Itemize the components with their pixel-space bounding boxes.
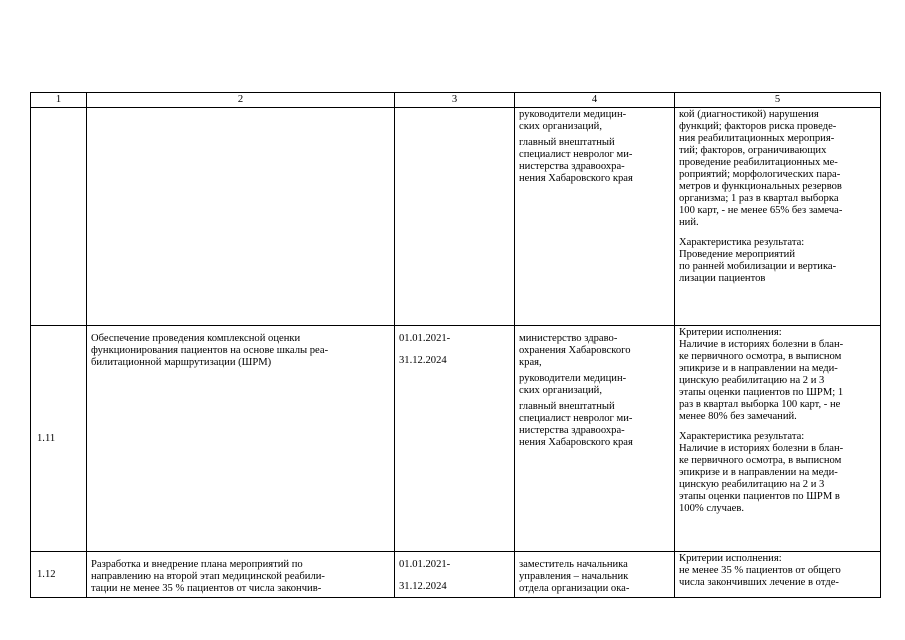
header-cell: 2: [87, 93, 395, 108]
responsible-text: главный внештатный специалист невролог ми- нистерства здравоохра- нения Хабаровского края: [519, 401, 633, 448]
criteria-cell: [675, 326, 881, 552]
date-start: 01.01.2021-: [399, 333, 451, 344]
table-row: [31, 326, 881, 552]
date-cell: [395, 108, 515, 326]
criteria-cell: [675, 108, 881, 326]
date-end: 31.12.2024: [399, 581, 447, 592]
date-cell: [395, 326, 515, 552]
table-row: [31, 108, 881, 326]
responsible-cell: [515, 326, 675, 552]
row-number-cell: [31, 108, 87, 326]
header-cell: 1: [31, 93, 87, 108]
header-cell: 3: [395, 93, 515, 108]
activity-cell: [87, 552, 395, 598]
criteria-text: кой (диагностикой) нарушения функций; факторов риска проведе- ния реабилитационных мероприя- тий; факторов, ограничивающих проведение реабилитационных ме- роприятий; морфологических пара- метров и функциональных резервов организма; 1 раз в квартал выборка 100 карт, - не менее 65% без замеча- ний.: [679, 109, 843, 228]
activity-cell: [87, 108, 395, 326]
row-number: 1.11: [31, 326, 87, 552]
responsible-cell: [515, 108, 675, 326]
responsible-text: руководители медицин- ских организаций,: [519, 373, 627, 396]
row-number: 1.12: [31, 552, 87, 598]
date-end: 31.12.2024: [399, 355, 447, 366]
table-row: [31, 552, 881, 598]
responsible-text: заместитель начальника управления – начальник отдела организации ока-: [519, 559, 630, 594]
criteria-text: Критерии исполнения: Наличие в историях болезни в блан- ке первичного осмотра, в выписном эпикризе и в направлении на меди- цинскую реабилитацию на 2 и 3 этапы оценки пациентов по ШРМ; 1 раз в квартал выборка 100 карт, - не менее 80% без замечаний.: [679, 327, 844, 422]
header-cell: 4: [515, 93, 675, 108]
date-cell: [395, 552, 515, 598]
activity-text: Обеспечение проведения комплексной оценки функционирования пациентов на основе шкалы реа- билитационной маршрутизации (ШРМ): [91, 333, 329, 368]
responsible-cell: [515, 552, 675, 598]
header-row: [31, 93, 881, 108]
responsible-text: главный внештатный специалист невролог ми- нистерства здравоохра- нения Хабаровского края: [519, 137, 633, 184]
result-text: Характеристика результата: Наличие в историях болезни в блан- ке первичного осмотра, в выписном эпикризе и в направлении на меди- цинскую реабилитацию на 2 и 3 этапы оценки пациентов по ШРМ в 100% случаев.: [679, 431, 844, 514]
date-start: 01.01.2021-: [399, 559, 451, 570]
responsible-text: руководители медицин- ских организаций,: [519, 109, 627, 132]
activity-text: Разработка и внедрение плана мероприятий по направлению на второй этап медицинской реабили- тации не менее 35 % пациентов от числа закончив-: [91, 559, 325, 594]
activity-cell: [87, 326, 395, 552]
criteria-cell: [675, 552, 881, 598]
document-table: [30, 92, 881, 598]
result-text: Характеристика результата: Проведение мероприятий по ранней мобилизации и вертика- лизации пациентов: [679, 237, 837, 284]
header-cell: 5: [675, 93, 881, 108]
criteria-text: Критерии исполнения: не менее 35 % пациентов от общего числа закончивших лечение в отде-: [679, 553, 841, 588]
responsible-text: министерство здраво- охранения Хабаровского края,: [519, 333, 631, 368]
